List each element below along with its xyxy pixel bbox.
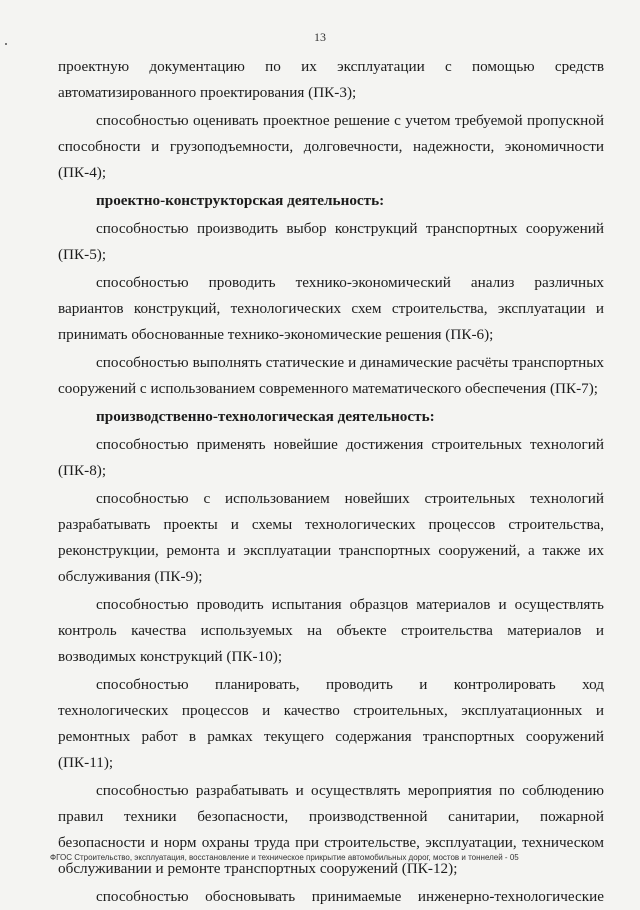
page-number: 13 [314,30,326,44]
paragraph-pk5: способностью производить выбор конструкций транспортных сооружений (ПК-5); [58,220,604,263]
body-text [58,54,604,910]
paragraph-pk10: способностью проводить испытания образцов материалов и осуществлять контроль качества используемых на объекте строительства материалов и возводимых конструкций (ПК-10); [58,596,604,665]
section-heading-production: производственно-технологическая деятельность: [96,408,435,425]
paragraph-pk7: способностью выполнять статические и динамические расчёты транспортных сооружений с использованием современного математического обеспечения (ПК-7); [58,354,604,397]
paragraph-truncated: способностью обосновывать принимаемые инженерно-технологические [96,888,604,905]
paragraph-pk11: способностью планировать, проводить и контролировать ход технологических процессов и качество строительных, эксплуатационных и ремонтных работ в рамках текущего содержания транспортных сооружений (ПК-11); [58,676,604,771]
paragraph-pk8: способностью применять новейшие достижения строительных технологий (ПК-8); [58,436,604,479]
paragraph-pk4: способностью оценивать проектное решение с учетом требуемой пропускной способности и грузоподъемности, долговечности, надежности, экономичности (ПК-4); [58,112,604,181]
paragraph-pk6: способностью проводить технико-экономический анализ различных вариантов конструкций, технологических схем строительства, эксплуатации и принимать обоснованные технико-экономические решения (ПК-6); [58,274,604,343]
paragraph-pk9: способностью с использованием новейших строительных технологий разрабатывать проекты и схемы технологических процессов строительства, реконструкции, ремонта и эксплуатации транспортных сооружений, а также их обслуживания (ПК-9); [58,490,604,585]
section-heading-design: проектно-конструкторская деятельность: [96,192,385,209]
paragraph-pk12: способностью разрабатывать и осуществлять мероприятия по соблюдению правил техники безопасности, производственной санитарии, пожарной безопасности и норм охраны труда при строительстве, эксплуатации, техническом обслуживании и ремонте транспортных сооружений (ПК-12); [58,782,604,877]
page-footer: ФГОС Строительство, эксплуатация, восстановление и техническое прикрытие автомобильных дорог, мостов и тоннелей - 05 [50,853,519,862]
paragraph-pk3-continuation: проектную документацию по их эксплуатации с помощью средств автоматизированного проектирования (ПК-3); [58,58,604,101]
